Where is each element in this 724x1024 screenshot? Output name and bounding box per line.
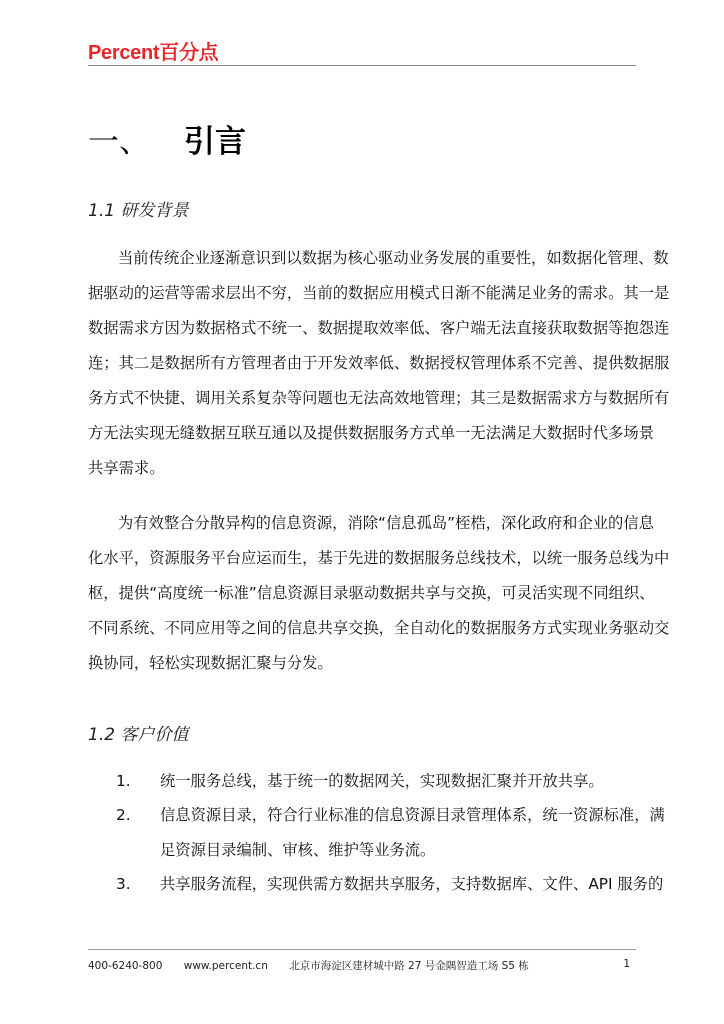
- footer-address: 北京市海淀区建材城中路 27 号金隅智造工场 S5 栋: [289, 960, 529, 972]
- footer-phone: 400-6240-800: [88, 960, 163, 972]
- section-heading-1-1: 1.1 研发背景: [88, 201, 189, 221]
- text-line: 为有效整合分散异构的信息资源，消除“信息孤岛”桎梏，深化政府和企业的信息: [118, 514, 654, 532]
- page-footer: [88, 958, 636, 973]
- header-divider: [88, 65, 636, 66]
- text-line: 当前传统企业逐渐意识到以数据为核心驱动业务发展的重要性，如数据化管理、数: [118, 249, 669, 267]
- footer-divider: [88, 949, 636, 950]
- chapter-title: [88, 116, 246, 161]
- paragraph-background-2: [88, 506, 670, 681]
- text-line: 数据需求方因为数据格式不统一、数据提取效率低、客户端无法直接获取数据等抱怨连: [88, 319, 670, 337]
- footer-website[interactable]: www.percent.cn: [183, 960, 268, 972]
- list-item: [88, 867, 664, 902]
- list-text: 共享服务流程，实现供需方数据共享服务，支持数据库、文件、API 服务的: [160, 875, 664, 893]
- text-line: 不同系统、不同应用等之间的信息共享交换，全自动化的数据服务方式实现业务驱动交: [88, 619, 670, 637]
- list-text: 信息资源目录，符合行业标准的信息资源目录管理体系，统一资源标准，满: [160, 806, 665, 824]
- list-text: 足资源目录编制、审核、维护等业务流。: [160, 841, 436, 859]
- list-number: 1.: [116, 772, 131, 790]
- text-line: 务方式不快捷、调用关系复杂等问题也无法高效地管理；其三是数据需求方与数据所有: [88, 389, 670, 407]
- text-line: 化水平，资源服务平台应运而生，基于先进的数据服务总线技术，以统一服务总线为中: [88, 549, 670, 567]
- list-item: [88, 764, 637, 799]
- percent-logo: Percent百分点: [88, 42, 219, 64]
- page-number: 1: [623, 958, 630, 970]
- chapter-title-text: 引言: [184, 124, 246, 160]
- section-heading-1-2: 1.2 客户价值: [88, 725, 189, 745]
- paragraph-background-1: [88, 241, 670, 486]
- text-line: 据驱动的运营等需求层出不穷，当前的数据应用模式日渐不能满足业务的需求。其一是: [88, 284, 670, 302]
- list-text: 统一服务总线，基于统一的数据网关，实现数据汇聚并开放共享。: [160, 772, 604, 790]
- list-item: [88, 798, 665, 868]
- text-line: 方无法实现无缝数据互联互通以及提供数据服务方式单一无法满足大数据时代多场景: [88, 424, 654, 442]
- list-number: 3.: [116, 875, 131, 893]
- text-line: 共享需求。: [88, 459, 165, 477]
- text-line: 换协同，轻松实现数据汇聚与分发。: [88, 654, 333, 672]
- chapter-number: 一、: [88, 124, 150, 160]
- text-line: 连；其二是数据所有方管理者由于开发效率低、数据授权管理体系不完善、提供数据服: [88, 354, 670, 372]
- list-number: 2.: [116, 806, 131, 824]
- text-line: 枢，提供“高度统一标准”信息资源目录驱动数据共享与交换，可灵活实现不同组织、: [88, 584, 655, 602]
